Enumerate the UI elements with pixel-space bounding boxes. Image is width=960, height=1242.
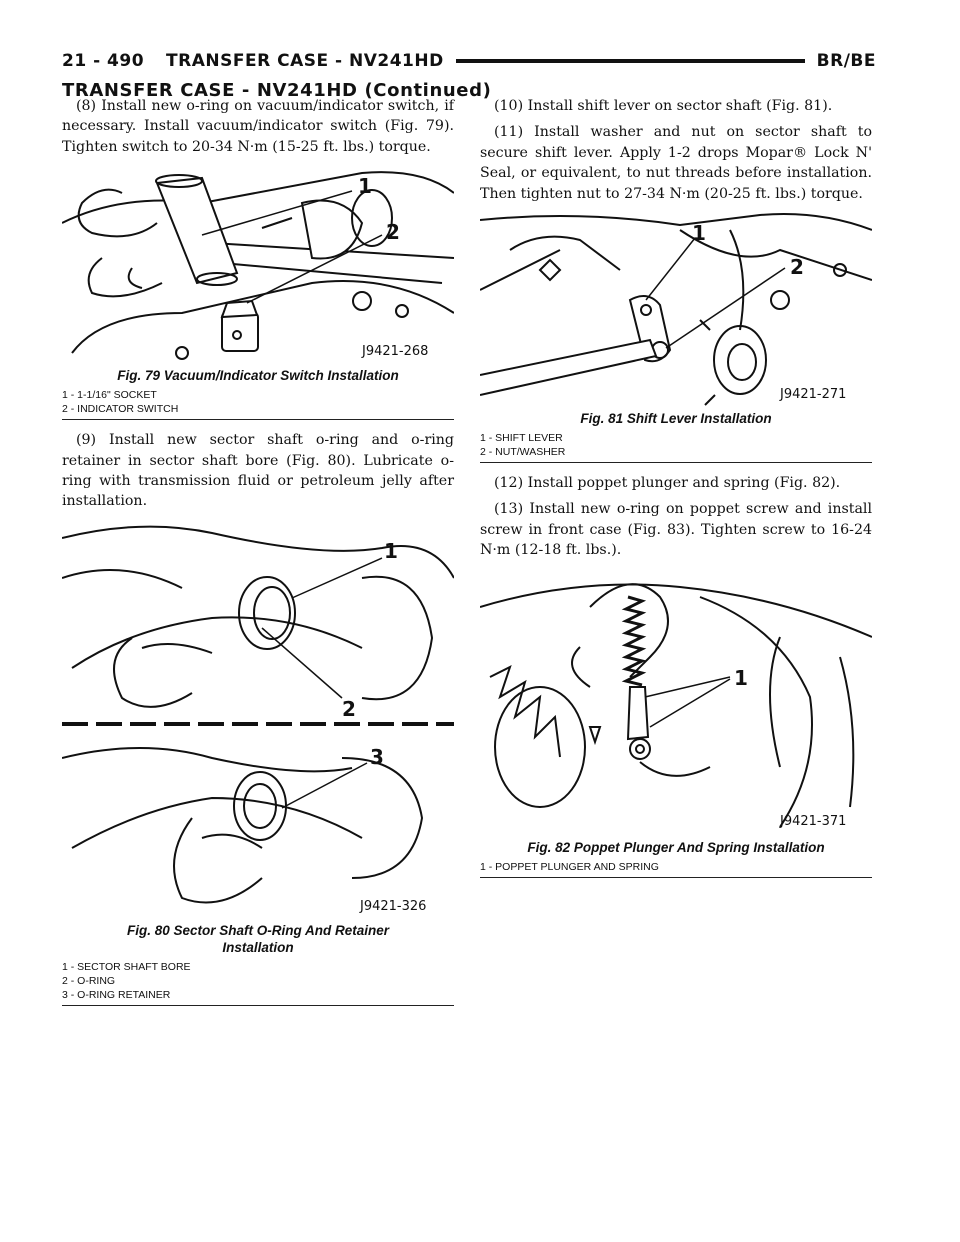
fig80-caption-line1: Fig. 80 Sector Shaft O-Ring And Retainer <box>126 922 390 938</box>
header-title: TRANSFER CASE - NV241HD <box>166 51 444 71</box>
legend-item: 2 - O-RING <box>62 974 116 987</box>
fig80-callout-2: 2 <box>342 696 356 721</box>
fig79-legend <box>62 388 454 416</box>
fig81-illustration <box>480 210 872 406</box>
legend-item: 2 - NUT/WASHER <box>480 446 566 459</box>
fig80-callout-1: 1 <box>384 538 398 563</box>
figure-79 <box>62 163 454 420</box>
step-11: (11) Install washer and nut on sector shaft to secure shift lever. Apply 1-2 drops Mopar® Lock N' Seal, or equivalent, to nut threads before installation. Then tighten nut to 27-34 N·m (20-25 ft. lbs.) torque. <box>480 124 872 202</box>
fig82-code: J9421-371 <box>780 813 847 829</box>
step-8: (8) Install new o-ring on vacuum/indicator switch, if necessary. Install vacuum/indicator switch (Fig. 79). Tighten switch to 20-34 N·m (15-25 ft. lbs.) torque. <box>62 98 454 155</box>
model-code: BR/BE <box>816 51 876 71</box>
page-header <box>62 44 876 78</box>
fig80-illustration <box>62 518 454 918</box>
figure-divider <box>62 1005 454 1006</box>
figure-divider <box>480 462 872 463</box>
legend-item: 1 - POPPET PLUNGER AND SPRING <box>480 860 659 873</box>
fig81-code: J9421-271 <box>780 387 847 403</box>
page-number: 21 - 490 <box>62 51 145 71</box>
legend-item: 3 - O-RING RETAINER <box>62 988 171 1001</box>
fig79-illustration <box>62 163 454 363</box>
figure-divider <box>480 877 872 878</box>
step-12: (12) Install poppet plunger and spring (Fig. 82). <box>494 475 841 492</box>
fig80-caption-line2: Installation <box>222 939 294 955</box>
fig79-callout-2: 2 <box>386 220 400 245</box>
fig79-caption: Fig. 79 Vacuum/Indicator Switch Installation <box>117 368 399 384</box>
fig80-code: J9421-326 <box>360 898 427 914</box>
fig81-legend <box>480 431 872 459</box>
legend-item: 1 - 1-1/16" SOCKET <box>62 389 157 402</box>
fig82-caption: Fig. 82 Poppet Plunger And Spring Installation <box>527 839 825 855</box>
fig80-caption <box>62 922 454 956</box>
fig82-illustration <box>480 567 872 835</box>
legend-item: 1 - SHIFT LEVER <box>480 432 563 445</box>
header-rule <box>456 59 805 63</box>
fig82-callout-1: 1 <box>734 665 748 690</box>
step-10: (10) Install shift lever on sector shaft (Fig. 81). <box>494 98 833 114</box>
legend-item: 2 - INDICATOR SWITCH <box>62 403 179 416</box>
fig81-callout-1: 1 <box>692 221 706 246</box>
figure-81 <box>480 210 872 463</box>
right-column <box>480 96 872 888</box>
figure-82 <box>480 567 872 878</box>
fig79-code: J9421-268 <box>362 344 429 360</box>
fig80-legend <box>62 960 454 1002</box>
section-title: TRANSFER CASE - NV241HD (Continued) <box>62 80 492 101</box>
step-9: (9) Install new sector shaft o-ring and o-ring retainer in sector shaft bore (Fig. 80). Lubricate o-ring with transmission fluid or petroleum jelly after installation. <box>62 432 454 510</box>
fig80-callout-3: 3 <box>370 744 384 769</box>
figure-80 <box>62 518 454 1006</box>
fig81-callout-2: 2 <box>790 255 804 280</box>
fig81-caption: Fig. 81 Shift Lever Installation <box>580 411 772 427</box>
left-column <box>62 96 454 1016</box>
step-13: (13) Install new o-ring on poppet screw and install screw in front case (Fig. 83). Tighten screw to 16-24 N·m (12-18 ft. lbs.). <box>480 501 872 559</box>
legend-item: 1 - SECTOR SHAFT BORE <box>62 960 191 973</box>
fig82-legend <box>480 860 872 874</box>
figure-divider <box>62 419 454 420</box>
fig79-callout-1: 1 <box>358 174 372 199</box>
